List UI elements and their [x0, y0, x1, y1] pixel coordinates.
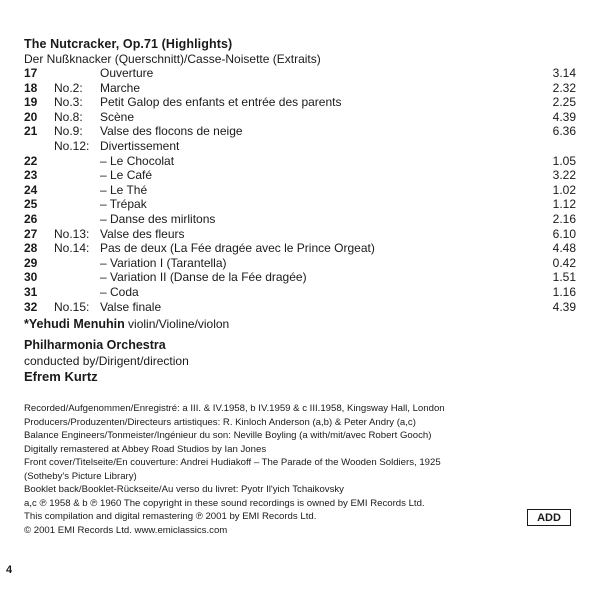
track-duration: 1.02 — [552, 182, 576, 197]
track-duration: 1.05 — [552, 153, 576, 168]
track-name: Valse des flocons de neige — [100, 124, 243, 139]
track-row — [24, 66, 576, 81]
track-name: Petit Galop des enfants et entrée des parents — [100, 95, 342, 110]
track-name: – Le Chocolat — [100, 153, 175, 168]
credit-line: Front cover/Titelseite/En couverture: Andrei Hudiakoff – The Parade of the Wooden Soldiers, 1925 — [24, 457, 441, 468]
credit-line: Digitally remastered at Abbey Road Studios by Ian Jones — [24, 443, 267, 455]
track-row — [24, 241, 576, 256]
track-number: 24 — [24, 182, 38, 197]
track-duration: 1.12 — [552, 197, 576, 212]
track-no-label: No.8: — [54, 109, 83, 124]
track-number: 17 — [24, 66, 38, 80]
track-row — [24, 227, 576, 242]
track-duration: 3.22 — [552, 168, 576, 183]
credit-line: Booklet back/Booklet-Rückseite/Au verso du livret: Pyotr Il'yich Tchaikovsky — [24, 484, 344, 495]
track-name: – Trépak — [100, 197, 147, 212]
track-name: Valse des fleurs — [100, 226, 185, 241]
track-name: – Variation I (Tarantella) — [100, 255, 227, 270]
track-row — [24, 95, 576, 110]
track-duration: 1.51 — [552, 270, 576, 285]
track-number: 32 — [24, 299, 38, 314]
work-title: The Nutcracker, Op.71 (Highlights) — [24, 37, 233, 51]
track-number: 30 — [24, 270, 38, 285]
recording-credits — [24, 402, 504, 537]
credit-line: a,c ℗ 1958 & b ℗ 1960 The copyright in these sound recordings is owned by EMI Records Ltd. — [24, 497, 425, 509]
track-number: 20 — [24, 109, 38, 124]
credit-line: (Sotheby's Picture Library) — [24, 470, 137, 482]
track-duration: 6.10 — [552, 226, 576, 241]
track-duration: 6.36 — [552, 124, 576, 139]
track-no-label: No.13: — [54, 226, 90, 241]
track-name: Pas de deux (La Fée dragée avec le Prince Orgeat) — [100, 241, 375, 256]
track-row — [24, 300, 576, 315]
track-duration: 2.16 — [552, 211, 576, 226]
track-name: – Variation II (Danse de la Fée dragée) — [100, 270, 307, 285]
track-duration: 1.16 — [552, 284, 576, 299]
credit-line: Balance Engineers/Tonmeister/Ingénieur du son: Neville Boyling (a with/mit/avec Robert Gooch) — [24, 430, 432, 441]
track-name: – Coda — [100, 284, 139, 299]
track-row — [24, 183, 576, 198]
track-name: Marche — [100, 80, 141, 95]
track-no-label: No.12: — [54, 138, 90, 153]
track-name: Valse finale — [100, 299, 162, 314]
track-list — [24, 66, 576, 314]
track-number: 21 — [24, 124, 38, 139]
track-no-label: No.3: — [54, 95, 83, 110]
track-name: Divertissement — [100, 138, 180, 153]
track-no-label: No.15: — [54, 299, 90, 314]
track-row — [24, 124, 576, 139]
track-duration: 4.39 — [552, 299, 576, 314]
credit-line: Producers/Produzenten/Directeurs artistiques: R. Kinloch Anderson (a,b) & Peter Andry (a,c) — [24, 416, 416, 428]
track-row — [24, 81, 576, 96]
track-row — [24, 154, 576, 169]
add-badge: ADD — [527, 509, 571, 526]
track-number: 28 — [24, 241, 38, 256]
track-row — [24, 110, 576, 125]
track-duration: 2.25 — [552, 95, 576, 110]
track-name: – Le Thé — [100, 182, 148, 197]
track-name: – Le Café — [100, 168, 153, 183]
track-no-label: No.9: — [54, 124, 83, 139]
track-number: 25 — [24, 197, 38, 212]
track-duration: 0.42 — [552, 255, 576, 270]
soloist-credit — [24, 317, 229, 331]
track-number: 26 — [24, 211, 38, 226]
conducted-by-label: conducted by/Dirigent/direction — [24, 354, 189, 368]
track-number: 18 — [24, 80, 38, 95]
track-name: Scène — [100, 109, 135, 124]
track-number: 31 — [24, 284, 38, 299]
track-row — [24, 285, 576, 300]
track-no-label: No.2: — [54, 80, 83, 95]
track-name: – Danse des mirlitons — [100, 211, 216, 226]
orchestra-name: Philharmonia Orchestra — [24, 338, 166, 352]
soloist-marker: * — [24, 317, 29, 331]
track-duration: 4.39 — [552, 109, 576, 124]
track-row — [24, 256, 576, 271]
track-duration: 2.32 — [552, 80, 576, 95]
track-name: Ouverture — [100, 66, 154, 80]
track-row — [24, 197, 576, 212]
track-number: 19 — [24, 95, 38, 110]
track-duration: 3.14 — [552, 66, 576, 80]
track-number: 23 — [24, 168, 38, 183]
work-subtitle: Der Nußknacker (Querschnitt)/Casse-Noisette (Extraits) — [24, 52, 321, 66]
track-row — [24, 139, 576, 154]
track-number: 22 — [24, 153, 38, 168]
track-row — [24, 270, 576, 285]
soloist-role: violin/Violine/violon — [124, 317, 230, 331]
track-row — [24, 168, 576, 183]
conductor-name: Efrem Kurtz — [24, 369, 98, 384]
credit-line: Recorded/Aufgenommen/Enregistré: a III. & IV.1958, b IV.1959 & c III.1958, Kingsway Hall, London — [24, 403, 445, 414]
track-number: 27 — [24, 226, 38, 241]
track-duration: 4.48 — [552, 241, 576, 256]
credit-line: © 2001 EMI Records Ltd. www.emiclassics.com — [24, 524, 228, 536]
track-row — [24, 212, 576, 227]
track-number: 29 — [24, 255, 38, 270]
credit-line: This compilation and digital remastering ℗ 2001 by EMI Records Ltd. — [24, 511, 317, 522]
soloist-name: Yehudi Menuhin — [28, 317, 125, 331]
page-number: 4 — [6, 564, 13, 576]
track-no-label: No.14: — [54, 241, 90, 256]
